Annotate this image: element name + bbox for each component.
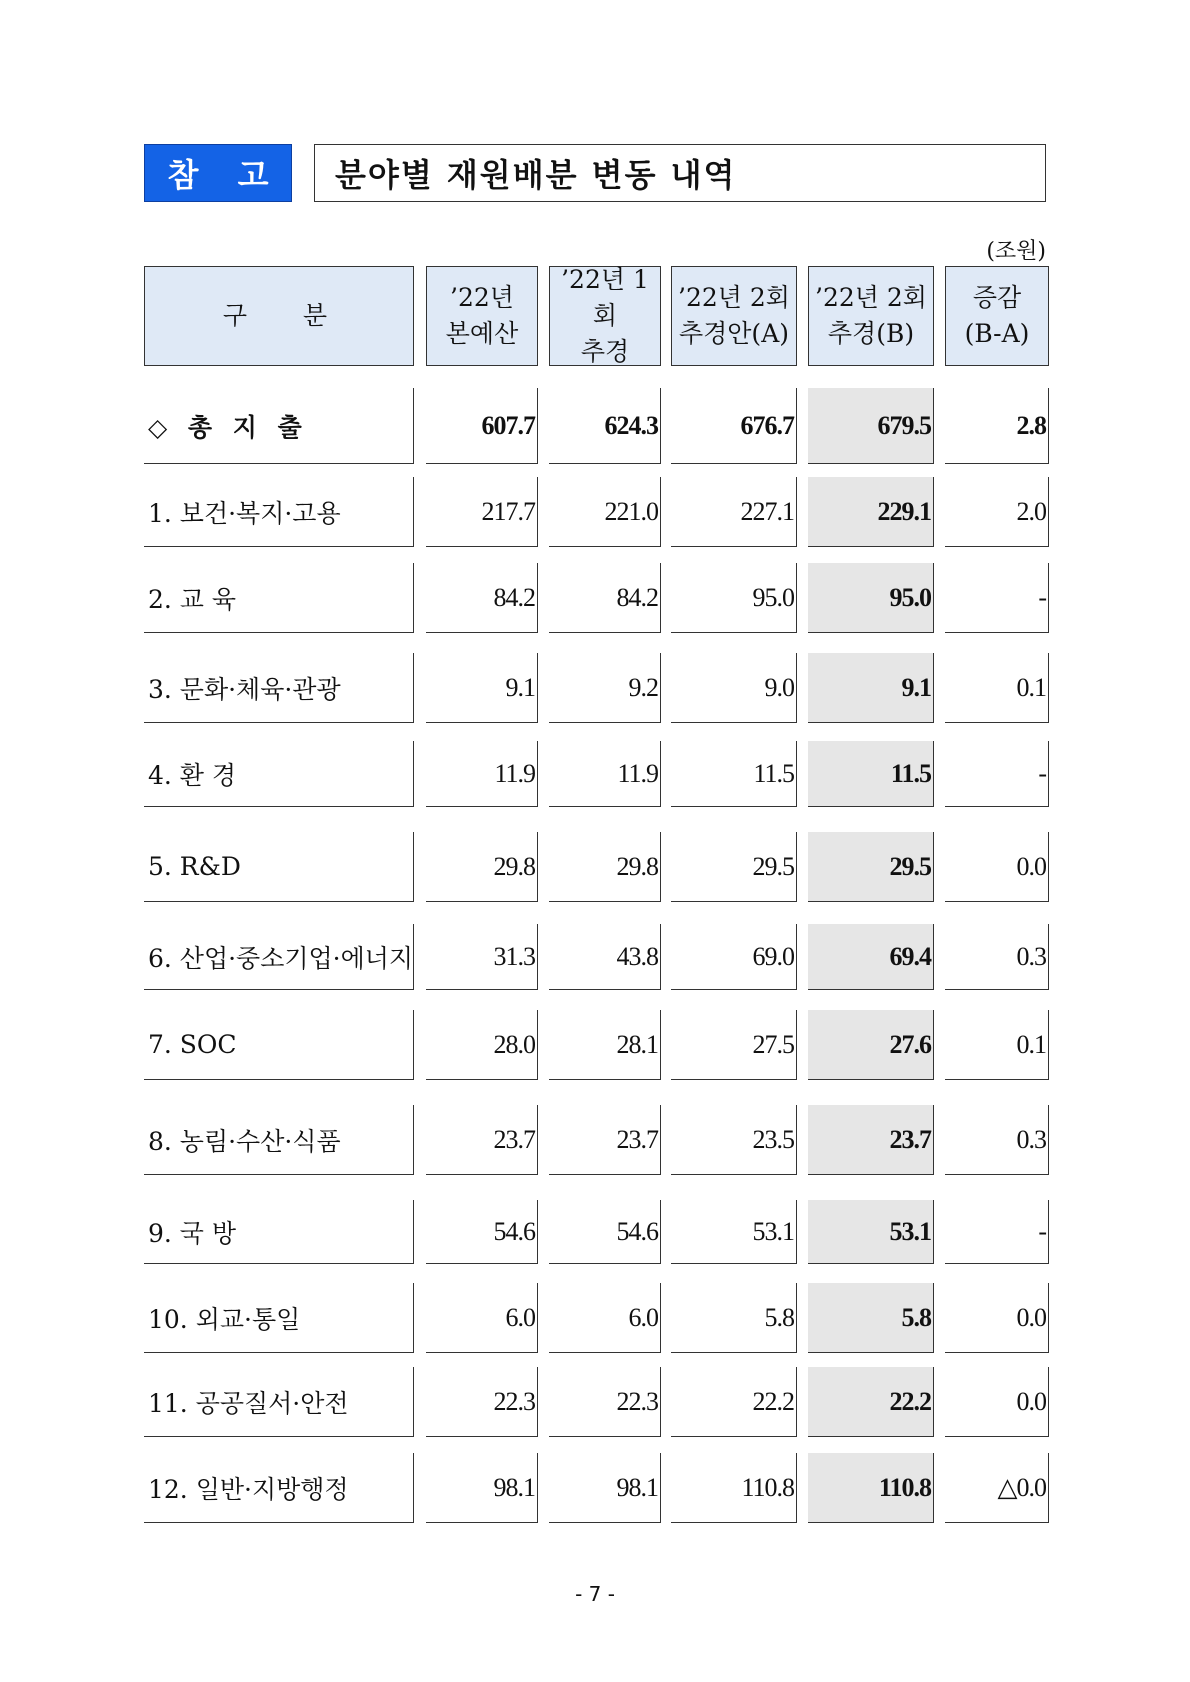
- table-cell: 29.8: [426, 832, 538, 902]
- table-cell: 98.1: [426, 1453, 538, 1523]
- table-cell: 6.0: [426, 1283, 538, 1353]
- table-cell: 29.5: [808, 832, 934, 902]
- table-cell: 6.0: [549, 1283, 661, 1353]
- table-cell: 9.0: [671, 653, 797, 723]
- table-cell: 29.8: [549, 832, 661, 902]
- table-cell: 229.1: [808, 477, 934, 547]
- column-header-line1: 증감: [972, 283, 1022, 312]
- column-header-3: [671, 266, 797, 366]
- row-label: 2. 교 육: [144, 563, 414, 633]
- table-cell: 9.1: [426, 653, 538, 723]
- table-cell: 22.2: [808, 1367, 934, 1437]
- table-cell: 54.6: [549, 1200, 661, 1264]
- row-label: 4. 환 경: [144, 741, 414, 807]
- table-cell: 0.0: [945, 1367, 1049, 1437]
- table-cell: 31.3: [426, 924, 538, 990]
- row-label: ◇ 총 지 출: [144, 388, 414, 464]
- row-label: 3. 문화·체육·관광: [144, 653, 414, 723]
- column-header-line1: ’22년 2회: [678, 283, 790, 312]
- table-cell: 69.4: [808, 924, 934, 990]
- table-cell: 27.6: [808, 1010, 934, 1080]
- table-cell: 53.1: [808, 1200, 934, 1264]
- column-header-line1: 구 분: [222, 301, 336, 330]
- table-cell: -: [945, 563, 1049, 633]
- column-header-line2: 본예산: [445, 319, 519, 348]
- table-cell: 54.6: [426, 1200, 538, 1264]
- table-cell: 23.7: [808, 1105, 934, 1175]
- table-cell: 2.8: [945, 388, 1049, 464]
- column-header-line1: ’22년 2회: [815, 283, 927, 312]
- table-cell: 28.1: [549, 1010, 661, 1080]
- row-label: 9. 국 방: [144, 1200, 414, 1264]
- table-cell: △0.0: [945, 1453, 1049, 1523]
- table-cell: 11.9: [549, 741, 661, 807]
- column-header-line2: 추경안(A): [678, 319, 789, 348]
- reference-badge: 참 고: [144, 144, 292, 202]
- column-header-line2: 추경(B): [827, 319, 915, 348]
- table-cell: 0.3: [945, 1105, 1049, 1175]
- table-cell: 11.5: [671, 741, 797, 807]
- table-cell: 5.8: [671, 1283, 797, 1353]
- table-cell: 9.1: [808, 653, 934, 723]
- column-header-line1: ’22년 1회: [561, 265, 649, 330]
- column-header-line1: ’22년: [450, 283, 514, 312]
- table-cell: 28.0: [426, 1010, 538, 1080]
- table-cell: 217.7: [426, 477, 538, 547]
- column-header-5: [945, 266, 1049, 366]
- row-label: 5. R&D: [144, 832, 414, 902]
- table-cell: 84.2: [426, 563, 538, 633]
- column-header-2: [549, 266, 661, 366]
- table-cell: 84.2: [549, 563, 661, 633]
- table-cell: 29.5: [671, 832, 797, 902]
- table-cell: 607.7: [426, 388, 538, 464]
- table-cell: 0.0: [945, 832, 1049, 902]
- column-header-1: [426, 266, 538, 366]
- table-cell: 98.1: [549, 1453, 661, 1523]
- row-label: 10. 외교·통일: [144, 1283, 414, 1353]
- table-cell: 95.0: [671, 563, 797, 633]
- table-cell: 5.8: [808, 1283, 934, 1353]
- column-header-line2: (B-A): [964, 319, 1030, 348]
- table-cell: 0.1: [945, 1010, 1049, 1080]
- table-cell: 110.8: [808, 1453, 934, 1523]
- table-cell: 0.0: [945, 1283, 1049, 1353]
- table-cell: 679.5: [808, 388, 934, 464]
- table-cell: 227.1: [671, 477, 797, 547]
- table-cell: 22.3: [549, 1367, 661, 1437]
- table-cell: -: [945, 1200, 1049, 1264]
- table-cell: 11.9: [426, 741, 538, 807]
- row-label: 8. 농림·수산·식품: [144, 1105, 414, 1175]
- table-cell: 2.0: [945, 477, 1049, 547]
- table-cell: 23.7: [426, 1105, 538, 1175]
- table-cell: 23.5: [671, 1105, 797, 1175]
- row-label: 1. 보건·복지·고용: [144, 477, 414, 547]
- table-cell: 27.5: [671, 1010, 797, 1080]
- column-header-0: [144, 266, 414, 366]
- row-label: 7. SOC: [144, 1010, 414, 1080]
- column-header-line2: 추경: [580, 337, 630, 366]
- table-cell: 0.3: [945, 924, 1049, 990]
- table-cell: -: [945, 741, 1049, 807]
- row-label: 12. 일반·지방행정: [144, 1453, 414, 1523]
- unit-label: (조원): [986, 239, 1046, 264]
- table-cell: 43.8: [549, 924, 661, 990]
- row-label: 11. 공공질서·안전: [144, 1367, 414, 1437]
- table-cell: 95.0: [808, 563, 934, 633]
- page-title: 분야별 재원배분 변동 내역: [314, 144, 1046, 202]
- column-header-4: [808, 266, 934, 366]
- table-cell: 11.5: [808, 741, 934, 807]
- table-cell: 22.3: [426, 1367, 538, 1437]
- table-cell: 69.0: [671, 924, 797, 990]
- table-cell: 22.2: [671, 1367, 797, 1437]
- table-cell: 53.1: [671, 1200, 797, 1264]
- table-cell: 110.8: [671, 1453, 797, 1523]
- table-cell: 624.3: [549, 388, 661, 464]
- row-label: 6. 산업·중소기업·에너지: [144, 924, 414, 990]
- table-cell: 0.1: [945, 653, 1049, 723]
- page-number: - 7 -: [575, 1582, 615, 1606]
- table-cell: 676.7: [671, 388, 797, 464]
- table-cell: 23.7: [549, 1105, 661, 1175]
- table-cell: 221.0: [549, 477, 661, 547]
- table-cell: 9.2: [549, 653, 661, 723]
